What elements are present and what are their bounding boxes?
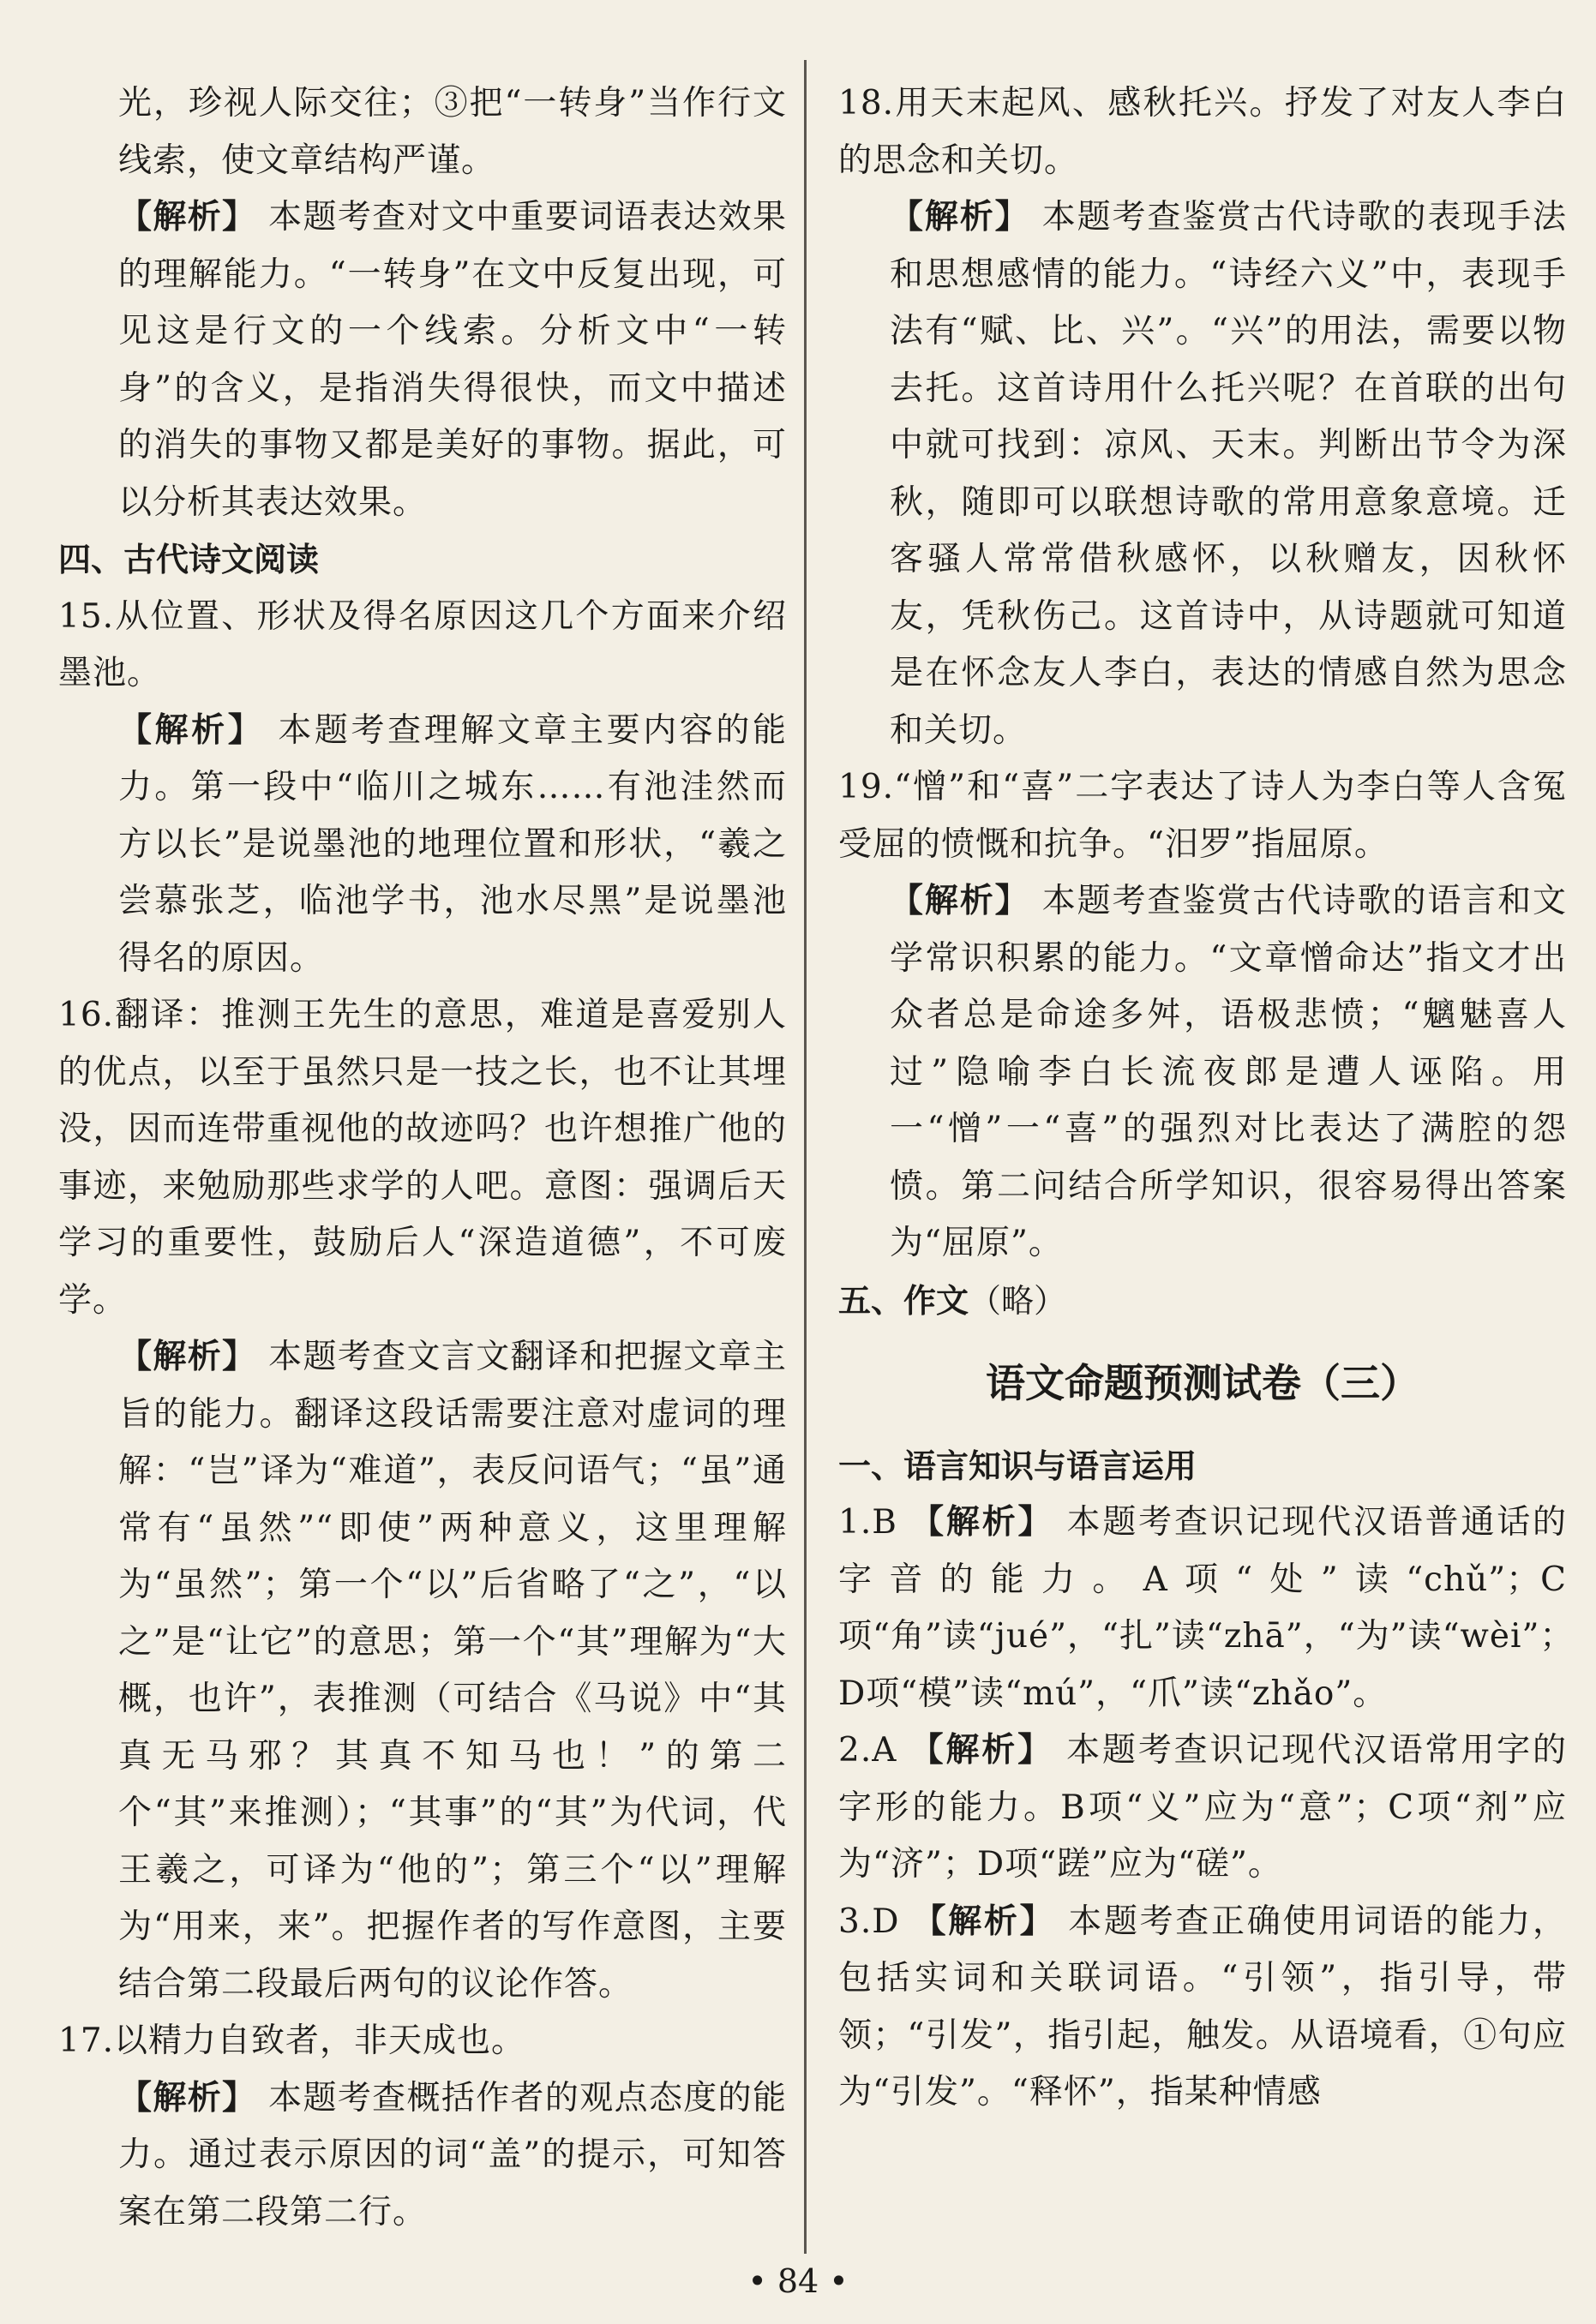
analysis-paragraph xyxy=(110,2070,787,2242)
section-title: 五、作文 xyxy=(838,1281,969,1320)
question-item xyxy=(58,589,787,703)
analysis-text: 本题考查理解文章主要内容的能力。第一段中“临川之城东……有池洼然而方以长”是说墨池的地理位置和形状，“羲之尝慕张芝，临池学书，池水尽黑”是说墨池得名的原因。 xyxy=(118,710,787,978)
analysis-text: 本题考查概括作者的观点态度的能力。通过表示原因的词“盖”的提示，可知答案在第二段第二行。 xyxy=(118,2078,787,2231)
answer-choice: D xyxy=(872,1902,913,1941)
analysis-tag: 【解析】 xyxy=(890,198,1030,237)
analysis-tag: 【解析】 xyxy=(909,1731,1053,1770)
analysis-tag: 【解析】 xyxy=(118,710,265,750)
question-item xyxy=(838,1722,1567,1894)
question-item xyxy=(838,75,1567,189)
analysis-paragraph xyxy=(838,189,1567,759)
section-heading: 一、语言知识与语言运用 xyxy=(838,1447,1197,1485)
right-column xyxy=(838,75,1575,2122)
analysis-tag: 【解析】 xyxy=(912,1902,1056,1941)
analysis-text: 本题考查识记现代汉语常用字的字形的能力。B项“义”应为“意”；C项“剂”应为“济”；D项“蹉”应为“磋”。 xyxy=(838,1731,1567,1884)
answer-choice: B xyxy=(872,1503,911,1542)
answer-text: “憎”和“喜”二字表达了诗人为李白等人含冤受屈的愤慨和抗争。“汨罗”指屈原。 xyxy=(838,768,1567,864)
question-number: 16. xyxy=(58,996,115,1034)
section-heading xyxy=(838,1273,1567,1330)
question-item xyxy=(58,2013,787,2070)
question-item xyxy=(838,1894,1567,2122)
question-number: 18. xyxy=(838,84,895,123)
question-item xyxy=(58,987,787,1329)
analysis-text: 本题考查正确使用词语的能力，包括实词和关联词语。“引领”，指引导，带领；“引发”，指引起，触发。从语境看，①句应为“引发”。“释怀”，指某种情感 xyxy=(838,1902,1567,2111)
analysis-text: 本题考查鉴赏古代诗歌的表现手法和思想感情的能力。“诗经六义”中，表现手法有“赋、比、兴”。“兴”的用法，需要以物去托。这首诗用什么托兴呢？在首联的出句中就可找到：凉风、天末。判断出节令为深秋，随即可以联想诗歌的常用意象意境。迁客骚人常常借秋感怀，以秋赠友，因秋怀友，凭秋伤己。这首诗中，从诗题就可知道是在怀念友人李白，表达的情感自然为思念和关切。 xyxy=(890,198,1567,750)
answer-choice: A xyxy=(872,1731,910,1770)
section-note: （略） xyxy=(969,1281,1067,1320)
question-item xyxy=(838,1494,1575,1722)
exam-title: 语文命题预测试卷（三） xyxy=(986,1360,1419,1406)
analysis-paragraph xyxy=(110,703,787,988)
spacer xyxy=(838,1329,1567,1355)
analysis-text: 本题考查文言文翻译和把握文章主旨的能力。翻译这段话需要注意对虚词的理解：“岂”译为“难道”，表反问语气；“虽”通常有“虽然”“即使”两种意义，这里理解为“虽然”；第一个“以”后省略了“之”，“以之”是“让它”的意思；第一个“其”理解为“大概，也许”，表推测（可结合《马说》中“其真无马邪？其真不知马也！”的第二个“其”来推测）；“其事”的“其”为代词，代王羲之，可译为“他的”；第三个“以”理解为“用来，来”。把握作者的写作意图，主要结合第二段最后两句的议论作答。 xyxy=(118,1338,787,2004)
section-heading: 四、古代诗文阅读 xyxy=(58,541,320,578)
analysis-tag: 【解析】 xyxy=(118,2078,257,2117)
analysis-paragraph xyxy=(110,189,787,531)
answer-text: 用天末起风、感秋托兴。抒发了对友人李白的思念和关切。 xyxy=(838,84,1567,180)
column-divider xyxy=(804,60,807,2254)
answer-text: 以精力自致者，非天成也。 xyxy=(114,2022,526,2060)
question-number: 15. xyxy=(58,596,115,636)
question-number: 1. xyxy=(838,1503,873,1542)
question-number: 2. xyxy=(838,1731,873,1770)
analysis-text: 本题考查鉴赏古代诗歌的语言和文学常识积累的能力。“文章憎命达”指文才出众者总是命途多舛，语极悲愤；“魑魅喜人过”隐喻李白长流夜郎是遭人诬陷。用一“憎”一“喜”的强烈对比表达了满腔的怨愤。第二问结合所学知识，很容易得出答案为“屈原”。 xyxy=(890,882,1567,1262)
question-number: 19. xyxy=(838,768,895,806)
left-column xyxy=(58,75,787,2241)
question-item xyxy=(838,759,1567,873)
analysis-paragraph xyxy=(838,873,1567,1273)
answer-text: 光，珍视人际交往；③把“一转身”当作行文线索，使文章结构严谨。 xyxy=(118,84,787,180)
spacer xyxy=(838,1412,1567,1438)
answer-text: 翻译：推测王先生的意思，难道是喜爱别人的优点，以至于虽然只是一技之长，也不让其埋没，因而连带重视他的故迹吗？也许想推广他的事迹，来勉励那些求学的人吧。意图：强调后天学习的重要性，鼓励后人“深造道德”，不可废学。 xyxy=(58,996,787,1320)
paragraph xyxy=(110,75,787,189)
analysis-text: 本题考查识记现代汉语普通话的字音的能力。A项“处”读“chǔ”；C项“角”读“jué”，“扎”读“zhā”，“为”读“wèi”；D项“模”读“mú”，“爪”读“zhǎo”。 xyxy=(838,1503,1575,1713)
answer-text: 从位置、形状及得名原因这几个方面来介绍墨池。 xyxy=(58,596,787,692)
analysis-paragraph xyxy=(110,1329,787,2013)
analysis-tag: 【解析】 xyxy=(118,198,257,237)
page-number: • 84 • xyxy=(747,2262,849,2300)
question-number: 17. xyxy=(58,2022,115,2060)
analysis-tag: 【解析】 xyxy=(118,1338,257,1376)
question-number: 3. xyxy=(838,1902,873,1941)
analysis-tag: 【解析】 xyxy=(890,882,1030,920)
analysis-tag: 【解析】 xyxy=(910,1503,1054,1542)
analysis-text: 本题考查对文中重要词语表达效果的理解能力。“一转身”在文中反复出现，可见这是行文的一个线索。分析文中“一转身”的含义，是指消失得很快，而文中描述的消失的事物又都是美好的事物。据此，可以分析其表达效果。 xyxy=(118,198,787,522)
